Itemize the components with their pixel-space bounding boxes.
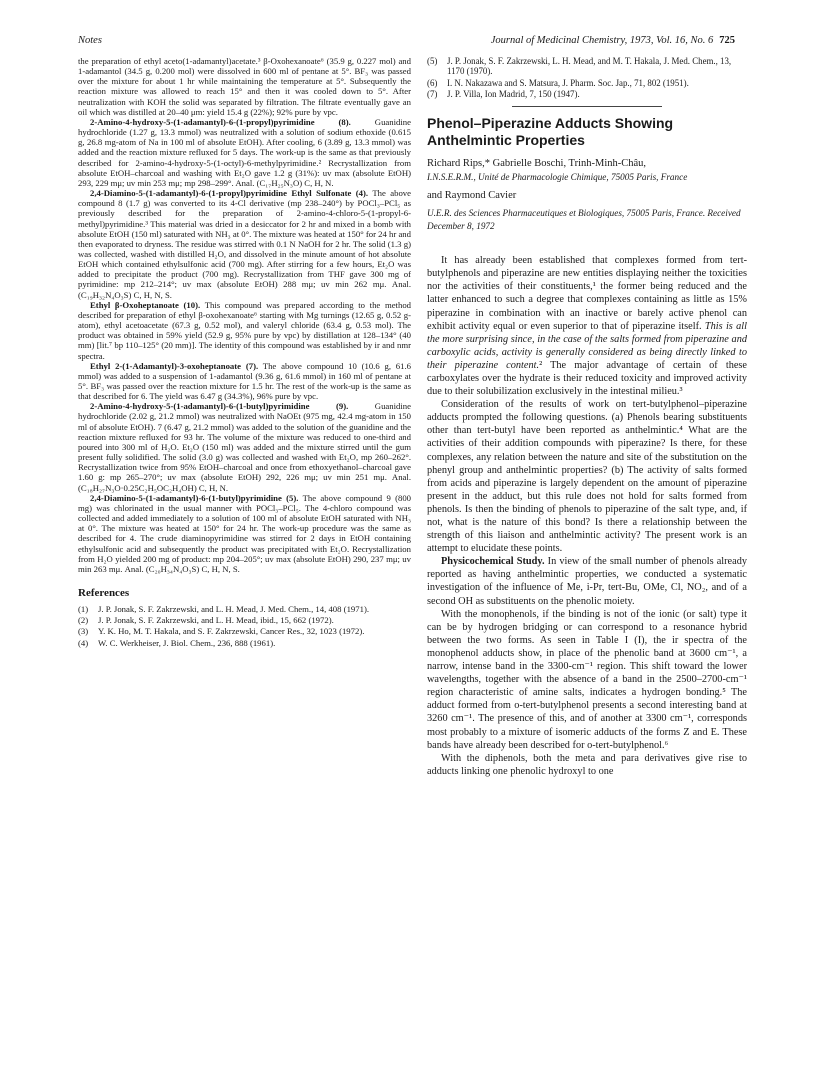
paragraph — [427, 555, 747, 607]
reference-number: (1) — [78, 604, 89, 615]
compound-heading: 2,4-Diamino-5-(1-adamantyl)-6-(1-propyl)pyrimidine Ethyl Sulfonate (4). — [90, 188, 369, 199]
reference-text: J. P. Jonak, S. F. Zakrzewski, and L. H. Mead, ibid., 15, 662 (1972). — [98, 615, 334, 626]
reference-item — [427, 89, 747, 99]
article-title: Phenol–Piperazine Adducts Showing Anthelmintic Properties — [427, 114, 674, 148]
paragraph — [427, 254, 747, 398]
section-divider — [512, 106, 662, 107]
journal-citation: Journal of Medicinal Chemistry, 1973, Vol. 16, No. 6 — [490, 35, 714, 46]
paragraph-text: Guanidine hydrochloride (2.02 g, 21.2 mmol) was neutralized with NaOEt (975 mg, 42.4 mg-atom in 150 ml of absolute EtOH). 7 (6.47 g, 21.2 mmol) was added to the solution of the guanidine and the reaction mixture refluxed for 93 hr. The volume of the mixture was reduced to one-third and poured into 300 ml of H₂O. Et₂O (150 ml) was added and the mixture stirred until the gum present fully solidified. The solid (3.0 g) was collected and washed with Et₂O, mp 260–262°. Recrystallization twice from 95% EtOH–charcoal and once from ethoxyethanol–charcoal gave 1.60 g: mp 265–270°; uv max (absolute EtOH) 292, 226 mμ; uv min 251 mμ. Anal. (C₁₈H₂₇N₃O·0.25C₂H₅OC₂H₄OH) C, H, N. — [78, 401, 411, 493]
paragraph — [427, 608, 747, 752]
paragraph — [78, 361, 411, 402]
reference-number: (7) — [427, 89, 438, 100]
paragraph — [427, 752, 747, 778]
paragraph — [78, 117, 411, 188]
paragraph — [78, 188, 411, 300]
reference-item — [78, 615, 411, 625]
compound-heading: 2,4-Diamino-5-(1-adamantyl)-6-(1-butyl)pyrimidine (5). — [90, 492, 299, 503]
paragraph-text: the preparation of ethyl aceto(1-adamantyl)acetate.³ β-Oxohexanoate⁶ (35.9 g, 0.227 mol) and 1-adamantol (34.5 g, 0.200 mol) were dissolved in 600 ml of pentane at 5°. BF₃ was passed over the mixture for about 1 hr while maintaining the temperature at 5°. Subsequently the reaction mixture was allowed to reach 15° and then it was cooled down to 5°. After neutralization with KOH the solid was separated by filtration. The filtrate eventually gave an oil which was distilled at 20–40 μm: yield 15.4 g (22%); 92% pure by vpc. — [78, 56, 411, 117]
paragraph-text: In view of the small number of phenols already reported as having anthelmintic properties, we conducted a systematic investigation of the influence of Me, i-Pr, tert-Bu, OMe, Cl, NO₂, and of a second OH as substituents on the phenolic moiety. — [427, 556, 747, 607]
reference-item — [78, 626, 411, 636]
article-body — [427, 254, 747, 778]
paragraph — [78, 300, 411, 361]
running-header-journal — [491, 35, 735, 46]
section-heading: Physicochemical Study. — [441, 556, 545, 568]
running-header-section: Notes — [78, 35, 102, 46]
reference-text: W. C. Werkheiser, J. Biol. Chem., 236, 888 (1961). — [98, 637, 276, 648]
compound-heading: Ethyl 2-(1-Adamantyl)-3-oxoheptanoate (7). — [90, 360, 259, 371]
affiliation: I.N.S.E.R.M., Unité de Pharmacologie Chimique, 75005 Paris, France — [427, 171, 688, 182]
affiliation-received: U.E.R. des Sciences Pharmaceutiques et Biologiques, 75005 Paris, France. Received December 8, 1972 — [427, 208, 741, 231]
author-list-continued: and Raymond Cavier — [427, 190, 517, 202]
reference-text: J. P. Jonak, S. F. Zakrzewski, L. H. Mead, and M. T. Hakala, J. Med. Chem., 13, 1170 (1970). — [447, 56, 732, 77]
reference-text: J. P. Jonak, S. F. Zakrzewski, and L. H. Mead, J. Med. Chem., 14, 408 (1971). — [98, 604, 370, 615]
reference-text: Y. K. Ho, M. T. Hakala, and S. F. Zakrzewski, Cancer Res., 32, 1023 (1972). — [98, 626, 365, 637]
paragraph — [78, 56, 411, 117]
reference-number: (5) — [427, 56, 438, 66]
references-continued — [427, 56, 747, 100]
paragraph — [78, 493, 411, 574]
paragraph — [78, 401, 411, 492]
compound-heading: 2-Amino-4-hydroxy-5-(1-adamantyl)-6-(1-butyl)pyrimidine (9). — [90, 401, 349, 412]
paragraph-text: The above compound 9 (800 mg) was chlorinated in the usual manner with POCl₃–PCl₅. The 4-chloro compound was collected and added immediately to a solution of 100 ml of absolute EtOH saturated with NH₃ at 0°. The mixture was heated at 150° for 24 hr. The work-up procedure was the same as described for 4. The crude diaminopyrimidine was stirred for 2 days in EtOH containing ethylsulfonic acid and subsequently the product was precipitated with Et₂O. Recrystallization from H₂O yielded 200 mg of product: mp 204–205°; uv max (absolute EtOH) 290, 237 mμ; uv min 263 mμ. Anal. (C₂₀H₃₄N₄O₃S) C, H, N, S. — [78, 492, 412, 574]
reference-number: (2) — [78, 615, 89, 626]
paragraph-text: The above compound 8 (1.7 g) was converted to its 4-Cl derivative (mp 238–240°) by POCl₃–PCl₅ as previously described for the preparation of 2-amino-4-chloro-5-(1-propyl-6-methyl)pyrimidine.³ This material was dried in a desiccator for 2 hr and mixed in a bomb with absolute EtOH (150 ml) saturated with NH₃ at 0°. The mixture was heated at 150° for 24 hr and then evaporated to dryness. The residue was stirred with 0.1 N NaOH for 2 hr. The solid (1.3 g) was collected, washed with distilled H₂O, and dissolved in the minute amount of hot absolute EtOH which contained ethylsulfonic acid (700 mg). After stirring for a few hours, Et₂O was added to precipitate the product (700 mg). Recrystallization from THF gave 300 mg of pyrimidine: mp 212–214°; uv max (absolute EtOH) 288 mμ; uv min 262 mμ. Anal. (C₁₉H₃₂N₄O₃S) C, H, N, S. — [78, 188, 411, 300]
reference-item — [78, 638, 411, 648]
paragraph-text: With the diphenols, both the meta and para derivatives give rise to adducts linking one phenolic hydroxyl to one — [427, 752, 747, 777]
paragraph-text: It has already been established that complexes formed from tert-butylphenols and piperazine are new entities displaying neither the toxicities nor the activities of their constituents,¹ the former being reduced and the latter enhanced to such a degree that complexes containing as little as 15% piperazine in combination with an inactive or barely active phenol can exhibit activity equal or even superior to that of piperazine itself. — [427, 255, 747, 332]
reference-number: (3) — [78, 626, 89, 637]
paragraph-text: The above compound 10 (10.6 g, 61.6 mmol) was added to a suspension of 1-adamantol (9.36 g, 61.6 mmol) in 160 ml of pentane at 5°. BF₃ was passed over the reaction mixture for 1.5 hr. The rest of the work-up is the same as that described for 6. The yield was 6.47 g (34.3%), 96% pure by vpc. — [78, 360, 411, 402]
paragraph — [427, 398, 747, 555]
compound-heading: 2-Amino-4-hydroxy-5-(1-adamantyl)-6-(1-propyl)pyrimidine (8). — [90, 116, 351, 127]
reference-item — [427, 78, 747, 88]
paragraph-text: ² The major advantage of certain of these carboxylates over the hydrate is their reduced toxicity and improved activity due to their solubilization exclusively in the intestinal milieu.³ — [427, 359, 747, 398]
reference-item — [78, 604, 411, 614]
paragraph-text: Consideration of the results of work on tert-butylphenol–piperazine adducts prompted the following questions. (a) Phenols bearing substituents other than tert-butyl have been reported as anthelmintic.⁴ What are the activities of their addition compounds with piperazine? Is there, for these complexes, any relation between the nature and site of the substitution on the phenyl group and anthelmintic properties? (b) The activity of salts formed from acids and piperazine is largely dependent on the amount of piperazine present in the adduct, but this rule does not hold for salts formed from phenols. Is then the binding of phenols to piperazine of the salt type, and, if not, what is the nature of this bond? Is there a relationship between the strength of this liaison and anthelmintic activity? The present work is an attempt to elucidate these points. — [427, 399, 747, 555]
paragraph-text: This compound was prepared according to the method described for preparation of ethyl β-oxohexanoate⁶ starting with Mg turnings (12.65 g, 0.52 g-atom), ethyl acetoacetate (67.3 g, 0.52 mol), and valeryl chloride (63.4 g, 0.53 mol). The product was obtained in 59% yield (52.9 g, 95% pure by vpc) by distillation at 128–134° (40 mm) [lit.⁷ bp 110–125° (20 mm)]. The identity of this compound was established by ir and nmr spectra. — [78, 299, 412, 361]
page-number: 725 — [719, 35, 735, 46]
left-column — [78, 56, 411, 649]
reference-text: I. N. Nakazawa and S. Matsura, J. Pharm. Soc. Jap., 71, 802 (1951). — [447, 77, 689, 88]
reference-number: (4) — [78, 637, 89, 648]
reference-number: (6) — [427, 77, 438, 88]
compound-heading: Ethyl β-Oxoheptanoate (10). — [90, 299, 201, 310]
references-title: References — [78, 586, 130, 599]
paragraph-text: Guanidine hydrochloride (1.27 g, 13.3 mmol) was neutralized with a solution of sodium ethoxide (0.615 g, 26.8 mg-atom of Na in 100 ml of absolute EtOH). After cooling, 6 (3.89 g, 13.3 mmol) was added and the reaction mixture refluxed for 5 days. The work-up is the same as that previously described for 2-amino-4-hydroxy-5-(1-octyl)-6-methylpyrimidine.² Recrystallization from absolute EtOH–charcoal and washing with Et₂O gave 1.2 g (31%): uv max (absolute EtOH) 293, 229 mμ; uv min 253 mμ; mp 298–299°. Anal. (C₁₇H₂₅N₃O) C, H, N. — [78, 116, 411, 188]
right-column — [427, 56, 747, 778]
author-list: Richard Rips,* Gabrielle Boschi, Trinh-Minh-Châu, — [427, 157, 647, 169]
reference-item — [427, 56, 747, 77]
emphasized-text: This is all the more surprising since, in the case of the salts formed from piperazine and carboxylic acids, activity is generally considered as being directly linked to their piperazine content. — [427, 320, 747, 371]
paragraph-text: With the monophenols, if the binding is not of the ionic (or salt) type it can be by hydrogen bridging or can correspond to a resonance hybrid between the two forms. As seen in Table I (I), the ir spectra of the monophenol adducts show, in place of the phenolic band at 3600 cm⁻¹, a narrow, intense band in the 3300-cm⁻¹ region. This shift toward the lower wavelengths, together with the absence of a band in the 2500–2700-cm⁻¹ region characteristic of amine salts, indicates a hydrogen bonding.⁵ The adduct formed from o-tert-butylphenol presents a second interesting band at 3260 cm⁻¹. The presence of this, and of another at 3300 cm⁻¹, corresponds most probably to a mixture of isomeric adducts of the forms Z and E. These bands have already been described for o-tert-butylphenol.⁶ — [427, 608, 747, 751]
reference-text: J. P. Villa, Ion Madrid, 7, 150 (1947). — [447, 89, 580, 100]
